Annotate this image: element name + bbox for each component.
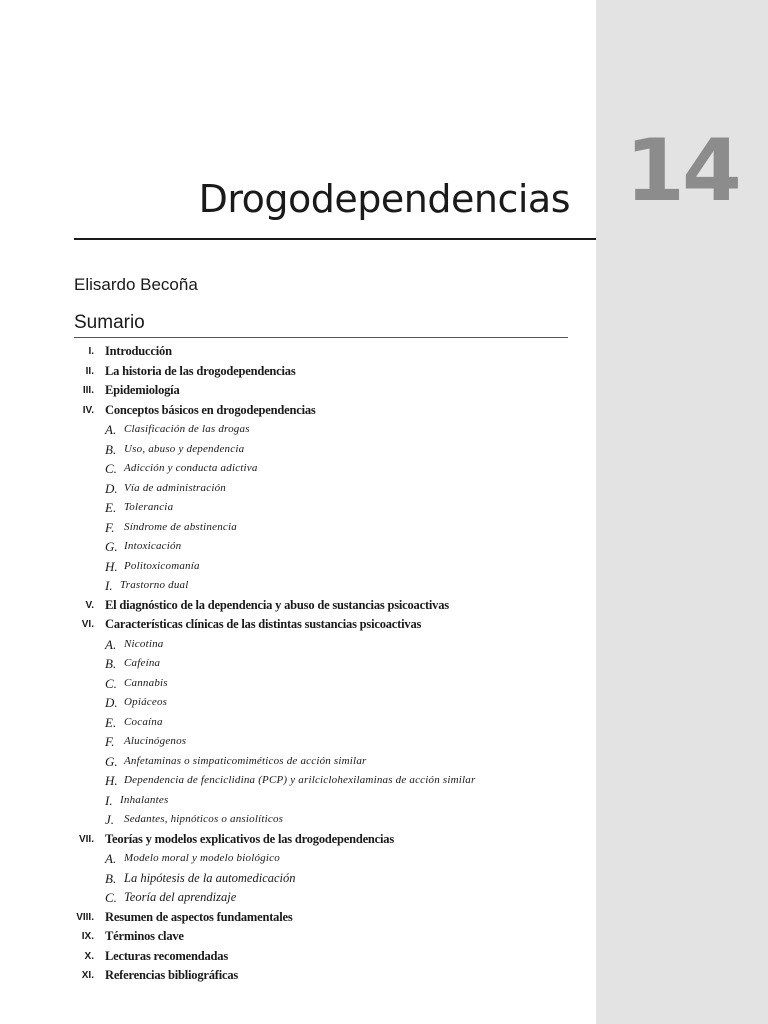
section-number: VI. xyxy=(81,619,94,630)
subsection-title: Nicotina xyxy=(124,637,164,650)
section-title: El diagnóstico de la dependencia y abuso de sustancias psicoactivas xyxy=(105,597,449,612)
toc-subsection xyxy=(0,849,596,869)
subsection-letter: I. xyxy=(105,578,113,593)
section-number: V. xyxy=(85,599,94,611)
subsection-title: Clasificación de las drogas xyxy=(124,423,250,435)
subsection-letter: A. xyxy=(105,636,117,652)
toc-section xyxy=(0,615,596,635)
summary-divider xyxy=(74,337,568,338)
subsection-title: Uso, abuso y dependencia xyxy=(124,442,245,455)
subsection-letter: C. xyxy=(105,890,117,905)
subsection-title: Teoría del aprendizaje xyxy=(124,890,237,904)
toc-section xyxy=(0,947,596,967)
section-title: La historia de las drogodependencias xyxy=(105,363,296,378)
section-number: IX. xyxy=(81,931,94,942)
subsection-title: Vía de administración xyxy=(124,481,226,494)
subsection-letter: D. xyxy=(105,480,118,496)
toc-section xyxy=(0,908,596,928)
subsection-letter: B. xyxy=(105,656,117,671)
toc-subsection xyxy=(0,420,596,440)
subsection-title: Trastorno dual xyxy=(120,579,189,591)
section-number: XI. xyxy=(81,970,94,981)
toc-subsection xyxy=(0,518,596,538)
section-number: II. xyxy=(85,365,94,377)
toc-subsection xyxy=(0,459,596,479)
subsection-title: La hipótesis de la automedicación xyxy=(124,870,296,885)
subsection-title: Modelo moral y modelo biológico xyxy=(124,852,280,864)
section-number: III. xyxy=(82,385,94,396)
toc-section xyxy=(0,927,596,947)
subsection-letter: G. xyxy=(105,753,118,769)
section-title: Introducción xyxy=(105,344,172,358)
section-number: VIII. xyxy=(76,911,94,923)
table-of-contents xyxy=(0,342,596,986)
subsection-letter: D. xyxy=(105,695,118,710)
toc-subsection xyxy=(0,479,596,499)
subsection-title: Intoxicación xyxy=(124,540,182,552)
toc-subsection xyxy=(0,440,596,460)
subsection-letter: C. xyxy=(105,675,117,691)
toc-subsection xyxy=(0,674,596,694)
subsection-title: Cocaína xyxy=(124,715,163,728)
toc-subsection xyxy=(0,791,596,811)
toc-subsection xyxy=(0,771,596,791)
subsection-title: Cafeína xyxy=(124,657,161,669)
toc-subsection xyxy=(0,888,596,908)
subsection-title: Dependencia de fenciclidina (PCP) y arilciclohexilaminas de acción similar xyxy=(124,774,476,786)
toc-section xyxy=(0,381,596,401)
subsection-letter: I. xyxy=(105,792,113,808)
toc-section xyxy=(0,401,596,421)
subsection-letter: A. xyxy=(105,851,117,866)
toc-section xyxy=(0,342,596,362)
subsection-letter: H. xyxy=(105,773,118,788)
toc-subsection xyxy=(0,752,596,772)
subsection-letter: F. xyxy=(105,734,115,749)
toc-subsection xyxy=(0,635,596,655)
subsection-title: Sedantes, hipnóticos o ansiolíticos xyxy=(124,813,284,825)
subsection-letter: E. xyxy=(105,714,117,730)
subsection-letter: B. xyxy=(105,870,117,886)
subsection-title: Inhalantes xyxy=(120,793,169,806)
toc-subsection xyxy=(0,576,596,596)
chapter-title: Drogodependencias xyxy=(198,177,570,221)
section-number: IV. xyxy=(82,404,94,416)
section-number: VII. xyxy=(78,833,94,845)
summary-heading: Sumario xyxy=(74,312,145,333)
section-title: Términos clave xyxy=(105,929,184,943)
subsection-title: Cannabis xyxy=(124,676,168,689)
chapter-number: 14 xyxy=(625,121,739,221)
toc-subsection xyxy=(0,557,596,577)
toc-subsection xyxy=(0,537,596,557)
section-title: Referencias bibliográficas xyxy=(105,968,239,982)
toc-section xyxy=(0,362,596,382)
subsection-letter: G. xyxy=(105,539,118,554)
section-title: Teorías y modelos explicativos de las drogodependencias xyxy=(105,831,395,846)
subsection-letter: J. xyxy=(105,812,115,827)
section-title: Resumen de aspectos fundamentales xyxy=(105,909,293,924)
toc-subsection xyxy=(0,810,596,830)
toc-subsection xyxy=(0,869,596,889)
subsection-title: Tolerancia xyxy=(124,501,174,513)
subsection-title: Alucinógenos xyxy=(124,735,187,747)
section-title: Características clínicas de las distintas sustancias psicoactivas xyxy=(105,617,422,631)
section-number: I. xyxy=(88,346,94,357)
toc-section xyxy=(0,966,596,986)
toc-subsection xyxy=(0,654,596,674)
toc-subsection xyxy=(0,498,596,518)
subsection-title: Síndrome de abstinencia xyxy=(124,520,237,533)
subsection-letter: F. xyxy=(105,519,115,535)
subsection-title: Anfetaminas o simpaticomiméticos de acción similar xyxy=(124,754,367,767)
subsection-title: Opiáceos xyxy=(124,696,168,708)
title-divider xyxy=(74,238,596,240)
subsection-letter: A. xyxy=(105,422,117,437)
section-number: X. xyxy=(84,950,94,962)
subsection-letter: H. xyxy=(105,558,118,574)
section-title: Lecturas recomendadas xyxy=(105,948,228,963)
toc-subsection xyxy=(0,713,596,733)
toc-subsection xyxy=(0,732,596,752)
author-name: Elisardo Becoña xyxy=(74,275,198,294)
subsection-letter: E. xyxy=(105,500,117,515)
section-title: Conceptos básicos en drogodependencias xyxy=(105,402,316,417)
toc-section xyxy=(0,830,596,850)
section-title: Epidemiología xyxy=(105,383,180,397)
subsection-letter: C. xyxy=(105,461,117,476)
subsection-title: Politoxicomanía xyxy=(124,559,200,572)
toc-subsection xyxy=(0,693,596,713)
toc-section xyxy=(0,596,596,616)
subsection-title: Adicción y conducta adictiva xyxy=(124,462,258,474)
subsection-letter: B. xyxy=(105,441,117,457)
